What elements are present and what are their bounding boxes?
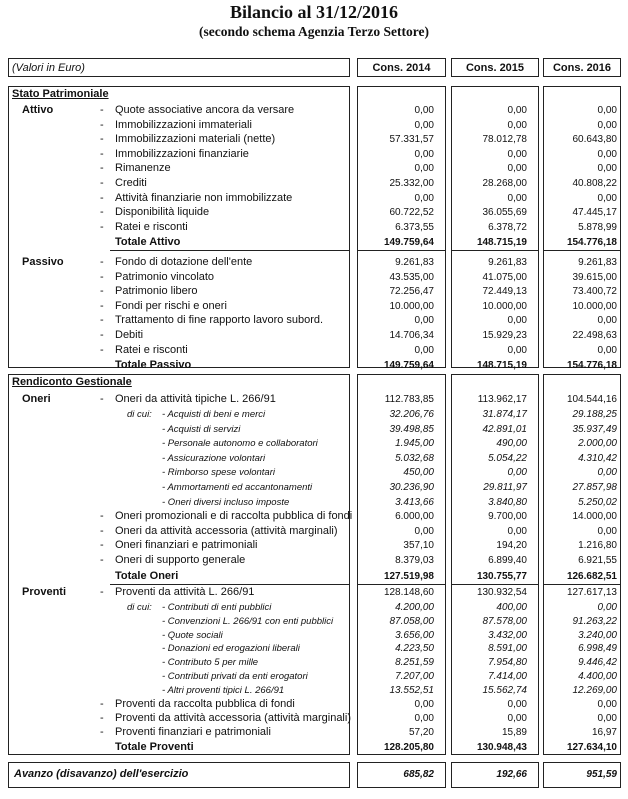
column-header: Cons. 2015 [465, 62, 525, 74]
row-label: Patrimonio libero [115, 285, 198, 298]
value-cell: 15,89 [501, 727, 527, 738]
avanzo-value: 192,66 [496, 769, 527, 780]
value-cell: 357,10 [403, 540, 434, 552]
row-dash: - [100, 726, 104, 738]
value-cell: 15.929,23 [482, 330, 527, 341]
value-cell: 9.261,83 [395, 257, 434, 268]
value-cell: 72.256,47 [389, 286, 434, 298]
value-cell: 36.055,69 [482, 207, 527, 219]
column-header: Cons. 2014 [372, 62, 431, 74]
value-cell: 8.251,59 [395, 657, 434, 669]
row-label: - Donazioni ed erogazioni liberali [162, 643, 300, 655]
avanzo-value: 685,82 [403, 769, 434, 780]
total-label: Totale Attivo [115, 236, 181, 249]
value-cell: 0,00 [414, 315, 434, 327]
total-underline [543, 584, 621, 585]
value-cell: 5.250,02 [578, 496, 617, 508]
total-value: 154.776,18 [566, 237, 617, 249]
value-cell: 27.857,98 [572, 482, 617, 493]
row-label: Rimanenze [115, 162, 171, 175]
value-cell: 130.932,54 [476, 587, 527, 598]
value-cell: 41.075,00 [482, 271, 527, 283]
value-cell: 13.552,51 [389, 684, 434, 696]
total-underline [357, 250, 446, 251]
row-dash: - [100, 220, 104, 233]
row-label: - Rimborso spese volontari [162, 467, 275, 479]
value-cell: 9.261,83 [488, 257, 527, 268]
row-label: Oneri finanziari e patrimoniali [115, 539, 258, 552]
value-cell: 0,00 [597, 163, 617, 175]
row-label: - Ammortamenti ed accantonamenti [162, 482, 313, 493]
row-label: - Convenzioni L. 266/91 con enti pubblici [162, 615, 334, 627]
value-cell: 87.058,00 [389, 615, 434, 627]
total-underline [451, 250, 539, 251]
row-dash: - [100, 285, 104, 298]
value-cell: 0,00 [507, 148, 527, 160]
value-cell: 25.332,00 [389, 178, 434, 189]
row-dash: - [100, 256, 104, 268]
value-cell: 3.432,00 [488, 629, 527, 641]
row-label: - Oneri diversi incluso imposte [162, 496, 290, 508]
row-label: Ratei e risconti [115, 220, 188, 233]
row-label: Crediti [115, 177, 147, 189]
value-cell: 0,00 [507, 344, 527, 356]
total-value: 130.755,77 [476, 570, 527, 582]
value-cell: 40.808,22 [572, 178, 617, 189]
passivo-label: Passivo [22, 256, 64, 268]
value-cell: 0,00 [597, 105, 617, 116]
section-heading-rendiconto: Rendiconto Gestionale [12, 376, 132, 388]
total-underline [110, 584, 350, 585]
total-label: Totale Passivo [115, 359, 192, 372]
row-dash: - [100, 191, 104, 204]
value-cell: 0,00 [507, 119, 527, 131]
value-cell: 0,00 [597, 712, 617, 724]
value-cell: 0,00 [597, 119, 617, 131]
total-value: 127.519,98 [383, 570, 434, 582]
row-label: Trattamento di fine rapporto lavoro subord. [115, 314, 324, 327]
value-cell: 113.962,17 [477, 394, 527, 405]
value-cell: 0,00 [414, 148, 434, 160]
row-label: - Quote sociali [162, 629, 223, 641]
total-label: Totale Proventi [115, 741, 194, 754]
row-dash: - [100, 206, 104, 219]
row-dash: - [100, 697, 104, 710]
total-value: 126.682,51 [566, 570, 617, 582]
row-dash: - [100, 393, 104, 405]
di-cui-label: di cui: [127, 602, 152, 613]
value-cell: 22.498,63 [572, 330, 617, 341]
row-label: Attività finanziarie non immobilizzate [115, 191, 293, 204]
value-cell: 91.263,22 [572, 615, 617, 627]
value-cell: 0,00 [414, 344, 434, 356]
row-label: Proventi da attività L. 266/91 [115, 586, 255, 598]
value-cell: 0,00 [597, 315, 617, 327]
value-cell: 0,00 [597, 467, 617, 479]
value-cell: 128.148,60 [383, 587, 434, 598]
row-label: Fondo di dotazione dell'ente [115, 256, 253, 268]
value-cell: 6.921,55 [578, 555, 617, 566]
total-underline [543, 250, 621, 251]
value-cell: 60.722,52 [389, 207, 434, 219]
value-cell: 0,00 [414, 163, 434, 175]
value-cell: 60.643,80 [572, 134, 617, 146]
row-dash: - [100, 133, 104, 146]
value-cell: 0,00 [507, 315, 527, 327]
value-cell: 0,00 [507, 525, 527, 537]
value-cell: 9.700,00 [488, 511, 527, 523]
value-cell: 31.874,17 [482, 409, 527, 420]
values-unit-label: (Valori in Euro) [12, 62, 85, 74]
page-title: Bilancio al 31/12/2016 [229, 2, 398, 22]
row-label: - Assicurazione volontari [162, 452, 266, 464]
row-label: - Contributo 5 per mille [162, 657, 259, 669]
value-cell: 57,20 [408, 727, 434, 738]
value-cell: 4.223,50 [395, 643, 434, 655]
total-value: 148.715,19 [476, 237, 527, 249]
value-cell: 10.000,00 [482, 300, 527, 312]
value-cell: 112.783,85 [384, 394, 434, 405]
value-cell: 0,00 [597, 525, 617, 537]
row-dash: - [100, 524, 104, 537]
value-cell: 12.269,00 [572, 684, 617, 696]
value-cell: 35.937,49 [572, 423, 617, 435]
row-dash: - [100, 711, 104, 724]
section-heading-stato: Stato Patrimoniale [12, 88, 109, 100]
row-label: Immobilizzazioni finanziarie [115, 147, 249, 160]
total-value: 149.759,64 [383, 360, 434, 372]
row-label: Debiti [115, 329, 144, 341]
value-cell: 6.373,55 [395, 221, 434, 233]
row-dash: - [100, 510, 104, 523]
value-cell: 0,00 [597, 602, 617, 613]
total-value: 128.205,80 [383, 742, 434, 754]
row-dash: - [100, 554, 104, 566]
value-cell: 3.413,66 [395, 496, 434, 508]
value-cell: 0,00 [414, 192, 434, 204]
value-cell: 194,20 [496, 540, 527, 552]
row-label: Proventi da attività accessoria (attività marginali) [115, 711, 351, 724]
value-cell: 7.954,80 [488, 657, 527, 669]
value-cell: 1.216,80 [578, 540, 617, 552]
value-cell: 490,00 [496, 438, 527, 450]
value-cell: 3.656,00 [395, 629, 434, 641]
value-cell: 450,00 [403, 467, 434, 479]
row-label: Oneri promozionali e di raccolta pubblica di fondi [115, 510, 353, 523]
row-label: - Acquisti di servizi [162, 423, 241, 435]
value-cell: 6.899,40 [488, 555, 527, 566]
value-cell: 29.811,97 [483, 482, 527, 493]
value-cell: 10.000,00 [572, 300, 617, 312]
value-cell: 32.206,76 [389, 409, 434, 420]
row-label: Oneri da attività accessoria (attività marginali) [115, 524, 338, 537]
total-value: 130.948,43 [476, 742, 527, 754]
value-cell: 10.000,00 [389, 300, 434, 312]
row-label: Oneri da attività tipiche L. 266/91 [115, 393, 276, 405]
row-dash: - [100, 343, 104, 356]
value-cell: 0,00 [507, 105, 527, 116]
value-cell: 0,00 [414, 698, 434, 710]
value-cell: 0,00 [597, 698, 617, 710]
value-cell: 57.331,57 [389, 134, 434, 146]
row-dash: - [100, 539, 104, 552]
row-label: Immobilizzazioni immateriali [115, 118, 252, 131]
value-cell: 4.310,42 [578, 452, 617, 464]
value-cell: 1.945,00 [395, 438, 434, 450]
di-cui-label: di cui: [127, 409, 152, 420]
value-cell: 8.591,00 [488, 643, 527, 655]
row-dash: - [100, 162, 104, 175]
total-value: 127.634,10 [566, 742, 617, 754]
row-dash: - [100, 177, 104, 189]
row-dash: - [100, 104, 104, 116]
value-cell: 39.498,85 [389, 423, 434, 435]
row-label: Quote associative ancora da versare [115, 104, 295, 116]
value-cell: 0,00 [414, 712, 434, 724]
total-underline [451, 584, 539, 585]
value-cell: 78.012,78 [482, 134, 527, 146]
row-label: Immobilizzazioni materiali (nette) [115, 133, 276, 146]
value-cell: 5.032,68 [395, 452, 434, 464]
avanzo-label: Avanzo (disavanzo) dell'esercizio [14, 768, 189, 780]
value-cell: 9.446,42 [578, 657, 617, 669]
value-cell: 7.414,00 [488, 671, 527, 682]
total-value: 149.759,64 [383, 237, 434, 249]
value-cell: 30.236,90 [389, 482, 434, 493]
value-cell: 127.617,13 [566, 587, 617, 598]
value-cell: 0,00 [507, 192, 527, 204]
value-cell: 4.400,00 [578, 671, 617, 682]
value-cell: 6.000,00 [395, 511, 434, 523]
attivo-label: Attivo [22, 104, 54, 116]
value-cell: 16,97 [591, 727, 617, 738]
row-label: Patrimonio vincolato [115, 270, 215, 283]
oneri-label: Oneri [22, 393, 51, 405]
proventi-label: Proventi [22, 586, 67, 598]
value-cell: 8.379,03 [395, 555, 434, 566]
value-cell: 29.188,25 [572, 409, 617, 420]
avanzo-value: 951,59 [586, 769, 617, 780]
row-label: Oneri di supporto generale [115, 554, 246, 566]
value-cell: 0,00 [597, 148, 617, 160]
row-label: Ratei e risconti [115, 343, 188, 356]
column-header: Cons. 2016 [552, 62, 612, 74]
row-dash: - [100, 147, 104, 160]
value-cell: 104.544,16 [566, 394, 617, 405]
value-cell: 7.207,00 [395, 671, 434, 682]
value-cell: 400,00 [496, 602, 527, 613]
value-cell: 0,00 [507, 698, 527, 710]
row-dash: - [100, 329, 104, 341]
row-dash: - [100, 586, 104, 598]
total-underline [110, 250, 350, 251]
row-label: Proventi finanziari e patrimoniali [115, 726, 271, 738]
value-cell: 43.535,00 [389, 271, 434, 283]
value-cell: 3.240,00 [578, 629, 617, 641]
value-cell: 0,00 [597, 192, 617, 204]
total-value: 154.776,18 [566, 360, 617, 372]
total-underline [357, 584, 446, 585]
row-label: Proventi da raccolta pubblica di fondi [115, 697, 295, 710]
value-cell: 6.998,49 [578, 643, 617, 655]
value-cell: 5.878,99 [578, 221, 617, 233]
value-cell: 0,00 [597, 344, 617, 356]
value-cell: 14.000,00 [572, 511, 617, 523]
value-cell: 6.378,72 [488, 221, 527, 233]
value-cell: 14.706,34 [389, 330, 434, 341]
value-cell: 28.268,00 [482, 178, 527, 189]
row-dash: - [100, 270, 104, 283]
row-label: - Acquisti di beni e merci [162, 409, 266, 420]
value-cell: 4.200,00 [395, 602, 434, 613]
value-cell: 0,00 [507, 467, 527, 479]
row-label: Disponibilità liquide [115, 206, 210, 219]
row-dash: - [100, 314, 104, 327]
row-label: - Contributi privati da enti erogatori [162, 671, 308, 682]
row-label: - Altri proventi tipici L. 266/91 [162, 684, 285, 696]
value-cell: 0,00 [507, 712, 527, 724]
row-label: - Personale autonomo e collaboratori [162, 438, 318, 450]
page-subtitle: (secondo schema Agenzia Terzo Settore) [199, 24, 429, 39]
value-cell: 5.054,22 [488, 452, 527, 464]
row-label: - Contributi di enti pubblici [162, 602, 272, 613]
value-cell: 87.578,00 [482, 615, 527, 627]
value-cell: 9.261,83 [578, 257, 617, 268]
value-cell: 15.562,74 [482, 684, 527, 696]
row-dash: - [100, 118, 104, 131]
total-label: Totale Oneri [115, 569, 179, 582]
value-cell: 73.400,72 [572, 286, 617, 298]
value-cell: 2.000,00 [578, 438, 617, 450]
value-cell: 3.840,80 [488, 496, 527, 508]
value-cell: 0,00 [414, 119, 434, 131]
total-value: 148.715,19 [476, 360, 527, 372]
value-cell: 39.615,00 [572, 271, 617, 283]
value-cell: 0,00 [414, 105, 434, 116]
value-cell: 72.449,13 [482, 286, 527, 298]
row-label: Fondi per rischi e oneri [115, 299, 227, 312]
value-cell: 42.891,01 [482, 423, 527, 435]
value-cell: 0,00 [414, 525, 434, 537]
value-cell: 0,00 [507, 163, 527, 175]
value-cell: 47.445,17 [572, 207, 617, 219]
row-dash: - [100, 299, 104, 312]
